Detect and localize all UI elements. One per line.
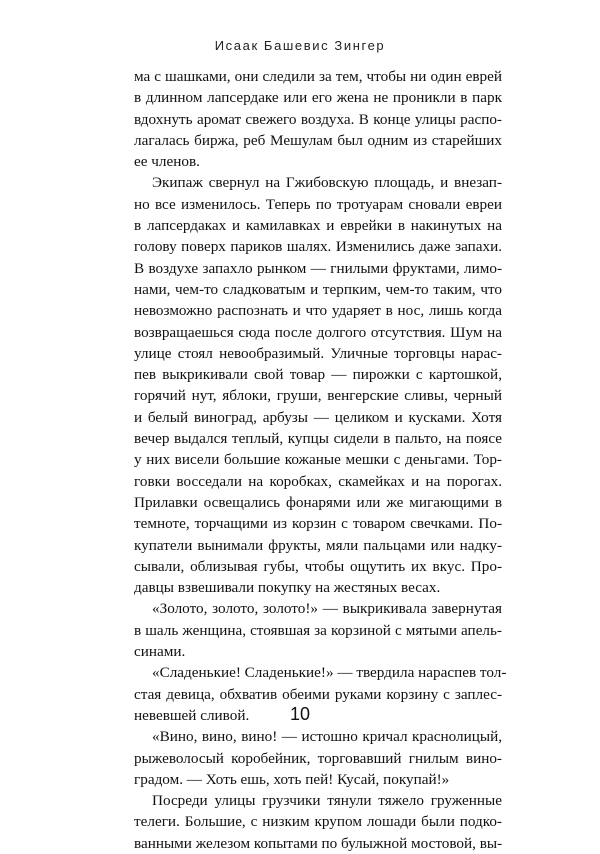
text-line: «Вино, вино, вино! — истошно кричал краснолицый,: [152, 728, 502, 746]
running-head: Исаак Башевис Зингер: [214, 38, 386, 53]
text-line: телеги. Большие, с низким крупом лошади были подко-: [134, 813, 502, 831]
text-line: у них висели большие кожаные мешки с деньгами. Тор-: [134, 451, 502, 469]
text-line: вечер выдался теплый, купцы сидели в пальто, на поясе: [134, 430, 502, 448]
text-line: темноте, торчащими из корзин с товаром свечками. По-: [134, 515, 502, 533]
text-line: купатели вынимали фрукты, мяли пальцами или надку-: [134, 536, 502, 554]
text-line: В воздухе запахло рынком — гнилыми фруктами, лимо-: [134, 259, 502, 277]
text-line: вдохнуть аромат свежего воздуха. В конце улицы распо-: [134, 110, 502, 128]
text-line: невозможно распознать и что ударяет в нос, лишь когда: [134, 302, 502, 320]
page-number: 10: [289, 704, 311, 724]
text-line: улице стоял невообразимый. Уличные торговцы нарас-: [134, 344, 502, 362]
text-line: но все изменилось. Теперь по тротуарам сновали евреи: [134, 195, 502, 213]
text-line: и белый виноград, арбузы — целиком и кусками. Хотя: [134, 408, 502, 426]
text-line: голову поверх париков шалях. Изменились даже запахи.: [134, 238, 502, 256]
text-line: стая девица, обхватив обеими руками корзину с заплес-: [134, 685, 502, 703]
text-line: «Сладенькие! Сладенькие!» — твердила нараспев тол-: [152, 664, 507, 682]
text-line: в шаль женщина, стоявшая за корзиной с мятыми апель-: [134, 621, 502, 639]
text-line: Посреди улицы грузчики тянули тяжело груженные: [152, 792, 502, 810]
text-line: ванными железом копытами по булыжной мостовой, вы-: [134, 834, 503, 852]
text-line: сывали, облизывая губы, чтобы ощутить их вкус. Про-: [134, 557, 502, 575]
text-line: в лапсердаках и камилавках и еврейки в накинутых на: [134, 217, 502, 235]
text-line: возвращаешься сюда после долгого отсутствия. Шум на: [134, 323, 502, 341]
text-line: пев выкрикивали свой товар — пирожки с картошкой,: [134, 366, 502, 384]
text-line: ма с шашками, они следили за тем, чтобы ни один еврей: [134, 68, 502, 85]
text-line: невевшей сливой.: [134, 706, 250, 724]
text-line: Экипаж свернул на Гжибовскую площадь, и внезап-: [152, 174, 502, 192]
text-line: Прилавки освещались фонарями или же мигающими в: [134, 493, 502, 511]
text-line: лагалась биржа, реб Мешулам был одним из старейших: [134, 131, 502, 149]
body-text: [134, 66, 507, 854]
text-line: градом. — Хоть ешь, хоть пей! Кусай, покупай!»: [134, 770, 450, 788]
text-line: синами.: [134, 643, 186, 661]
text-line: горячий нут, яблоки, груши, венгерские сливы, черный: [134, 387, 502, 405]
text-line: в длинном лапсердаке или его жена не проникли в парк: [134, 89, 502, 107]
text-line: говки восседали на коробках, скамейках и на порогах.: [134, 472, 502, 490]
text-line: давцы взвешивали покупку на жестяных весах.: [134, 579, 441, 597]
text-line: ее членов.: [134, 153, 200, 171]
text-line: «Золото, золото, золото!» — выкрикивала завернутая: [152, 600, 502, 618]
text-line: нами, чем-то сладковатым и терпким, чем-то таким, что: [134, 280, 502, 298]
text-line: рыжеволосый коробейник, торговавший гнилым вино-: [134, 749, 502, 767]
